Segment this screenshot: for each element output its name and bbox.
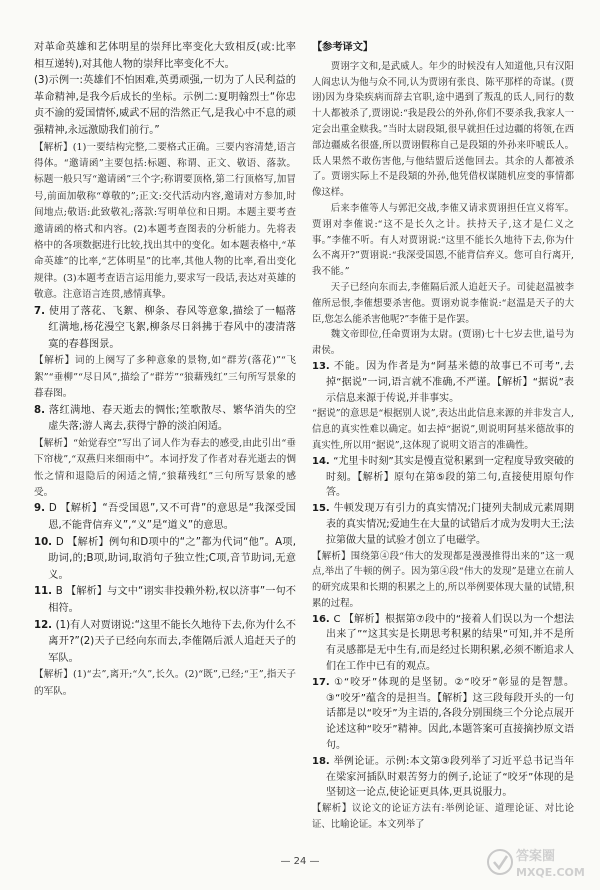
explanation-text: 魏文帝即位,任命贾诩为太尉。(贾诩)七十七岁去世,谥号为肃侯。 xyxy=(312,329,574,357)
item-number: 12. xyxy=(34,619,56,631)
item-number: 13. xyxy=(312,360,334,372)
section-heading: 【参考译文】 xyxy=(312,42,374,53)
explanation-text: 天子已经向东而去,李傕隔后派人追赶天子。司徒赵温被李傕所忌恨,李傕想要杀害他。贾诩劝说李傕说:“赵温是天子的大臣,您怎么能杀害他呢?”李傕于是作罢。 xyxy=(312,281,574,325)
item-number: 7. xyxy=(34,305,49,317)
item-number: 15. xyxy=(312,503,334,515)
explanation-text: 【解析】围绕第④段“伟大的发现都是漫漫推得出来的”这一观点,举出了牛顿的例子。因为第④段“伟大的发现”是建立在前人的研究成果和长期的积累之上的,所以举例要体现大量的试错,积累的过程。 xyxy=(312,550,574,609)
body-text: (3)示例一:英雄们不怕困难,英勇顽强,一切为了人民利益的革命精神,是我今后成长的坐标。示例二:夏明翰烈士“你忠贞不渝的爱国情怀,威武不屈的浩然正气,是我心中不息的顽强精神,永远激励我们前行。” xyxy=(34,75,296,136)
answer-item xyxy=(312,359,574,406)
body-text: 对革命英雄和艺体明星的崇拜比率变化大致相反(或:比率相互递转),对其他人物的崇拜比率变化不大。 xyxy=(34,42,296,70)
answer-item xyxy=(34,403,296,436)
left-column xyxy=(34,40,296,700)
watermark-logo xyxy=(486,842,586,882)
explanation-text: 后来李傕等人与郭汜交战,李傕又请求贾诩担任宣义将军。贾诩对李傕说:“这不是长久之计。扶持天子,这才是仁义之事。”李傕不听。有人对贾诩说:“这里不能长久地待下去,你为什么不离开?”贾诩说:“我深受国恩,不能背信弃义。您可自行离开,我不能。” xyxy=(312,202,574,278)
item-text: 举例论证。示例:本文第③段列举了习近平总书记当年在梁家河插队时艰苦努力的例子,论证了“咬牙”体现的是坚韧这一论点,使论证更具体,更具说服力。 xyxy=(326,755,574,799)
page-number: — 24 — xyxy=(280,856,320,867)
item-text: D 【解析】“吾受国恩”,又不可背”的意思是“我深受国恩,不能背信弃义”,“义”是“道义”的意思。 xyxy=(48,503,296,532)
item-text: “尤里卡时刻”其实是慢直觉积累到一定程度导致突破的时刻。【解析】原句在第⑤段的第二句,直接使用原句作答。 xyxy=(326,455,574,499)
item-text: 落红满地、春天逝去的惆怅;笙歌散尽、繁华消失的空虚失落;游人离去,获得宁静的淡泊闲适。 xyxy=(48,404,296,433)
item-text: 不能。因为作者是为“阿基米德的故事已不可考”,去掉“据说”一词,语言就不准确,不严谨。【解析】“据说”表示信息来源于传说,并非事实。 xyxy=(326,360,574,404)
answer-item xyxy=(312,454,574,501)
item-text: D 【解析】例句和D项中的“之”都为代词“他”。A项,助词,的;B项,助词,取消句子独立性;C项,音节助词,无意义。 xyxy=(48,536,296,581)
answer-item xyxy=(34,535,296,585)
svg-text:MXQE.COM: MXQE.COM xyxy=(516,866,585,879)
answer-item xyxy=(34,584,296,617)
item-text: B 【解析】与文中“诩实非投赖外粉,权以济事”一句不相符。 xyxy=(48,586,296,614)
item-number: 17. xyxy=(312,676,335,688)
answer-item xyxy=(312,612,574,675)
item-text: ①“咬牙”体现的是坚韧。②“咬牙”彰显的是智慧。③“咬牙”蕴含的是担当。【解析】这三段每段开头的一句话都是以“咬牙”为主语的,各段分别围绕三个分论点展开论述这种“咬牙”精神。因此,本题答案可直接摘抄原文语句。 xyxy=(326,676,574,752)
explanation-text: 【解析】“始觉春空”写出了词人作为春去的感受,由此引出“垂下帘栊”,“双燕归来细雨中”。本词抒发了作者对春光逝去的惆怅之情和退隐后的闲适之情,“狼藉残红”三句所写景象的感受。 xyxy=(34,437,296,499)
item-number: 11. xyxy=(34,586,56,598)
svg-text:答案圈: 答案圈 xyxy=(516,849,556,864)
item-text: 牛顿发现万有引力的真实情况;门捷列夫制成元素周期表的真实情况;爱迪生在大量的试错后才成为发明大王;法拉第做大量的试验才创立了电磁学。 xyxy=(326,503,574,546)
explanation-text: 贾诩字文和,是武威人。年少的时候没有人知道他,只有汉阳人阎忠认为他与众不同,认为贾诩有张良、陈平那样的奇谋。(贾诩)因为身染疾病而辞去官职,途中遇到了叛乱的氐人,同行的数十人都被杀了,贾诩说:“我是段公的外孙,你们不要杀我,我家人一定会出重金赎我。”当时太尉段熲,很早就担任过边疆的将领,在西部边疆威名很盛,所以贾诩假称自己是段熲的外孙来吓唬氐人。氐人果然不敢伤害他,与他结盟后送他回去。其余的人都被杀了。贾诩实际上不是段熲的外孙,他凭借权谋随机应变的事情都像这样。 xyxy=(312,60,574,199)
answer-item xyxy=(34,501,296,534)
item-number: 10. xyxy=(34,536,56,548)
item-number: 14. xyxy=(312,455,334,467)
right-column xyxy=(312,40,574,833)
item-number: 9. xyxy=(34,503,49,515)
item-number: 18. xyxy=(312,755,334,767)
answer-item xyxy=(34,618,296,668)
item-text: C 【解析】根据第⑦段中的“接着人们误以为一个想法出来了”“这其实是长期思考积累的结果”可知,并不是所有灵感都是无中生有,而是经过长期积累,必须不断追求人们在工作中已有的观点。 xyxy=(326,613,574,673)
item-number: 8. xyxy=(34,404,49,416)
answer-item xyxy=(312,675,574,754)
explanation-text: 【解析】词的上阕写了多种意象的景物,如“群芳(落花)”“飞絮”“垂柳”“尽日风”,描绘了“群芳”“狼藉残红”三句所写景象的暮春图。 xyxy=(34,355,296,400)
explanation-text: “据说”的意思是“根据别人说”,表达出此信息来源的并非发言人,信息的真实性难以确定。如去掉“据说”,则说明阿基米德故事的真实性,所以用“据说”,这体现了说明文语言的准确性。 xyxy=(312,408,574,451)
item-text: (1)有人对贾诩说:“这里不能长久地待下去,你为什么不离开?”(2)天子已经向东而去,李傕隔后派人追赶天子的军队。 xyxy=(48,619,296,664)
answer-item xyxy=(312,501,574,548)
answer-item xyxy=(34,304,296,354)
explanation-text: 【解析】(1)“去”,离开;“久”,长久。(2)“既”,已经;“王”,指天子的军队。 xyxy=(34,669,296,697)
explanation-text: 【解析】议论文的论证方法有:举例论证、道理论证、对比论证、比喻论证。本文列举了 xyxy=(312,803,574,831)
item-number: 16. xyxy=(312,613,334,625)
answer-item xyxy=(312,754,574,801)
explanation-text: 【解析】(1)一要结构完整,二要格式正确。三要内容清楚,语言得体。“邀请函”主要包括:标题、称谓、正文、敬语、落款。标题一般只写“邀请函”三个字;称谓要顶格,第二行顶格写,加冒号,前面加敬称“尊敬的”;正文:交代活动内容,邀请对方参加,时间地点;敬语:此致敬礼;落款:写明单位和日期。本题主要考查邀请函的格式和内容。(2)本题考查图表的分析能力。先将表格中的各项数据进行比较,找出其中的变化。如本题表格中,“革命英雄”的比率,“艺体明星”的比率,其他人物的比率,看出变化规律。(3)本题考查语言运用能力,要求写一段话,表达对英雄的敬意。注意语言连贯,感情真挚。 xyxy=(34,141,296,301)
item-text: 使用了落花、飞絮、柳条、春风等意象,描绘了一幅落红满地,杨花漫空飞絮,柳条尽日斜拂于春风中的凄清落寞的春暮图景。 xyxy=(48,305,296,350)
